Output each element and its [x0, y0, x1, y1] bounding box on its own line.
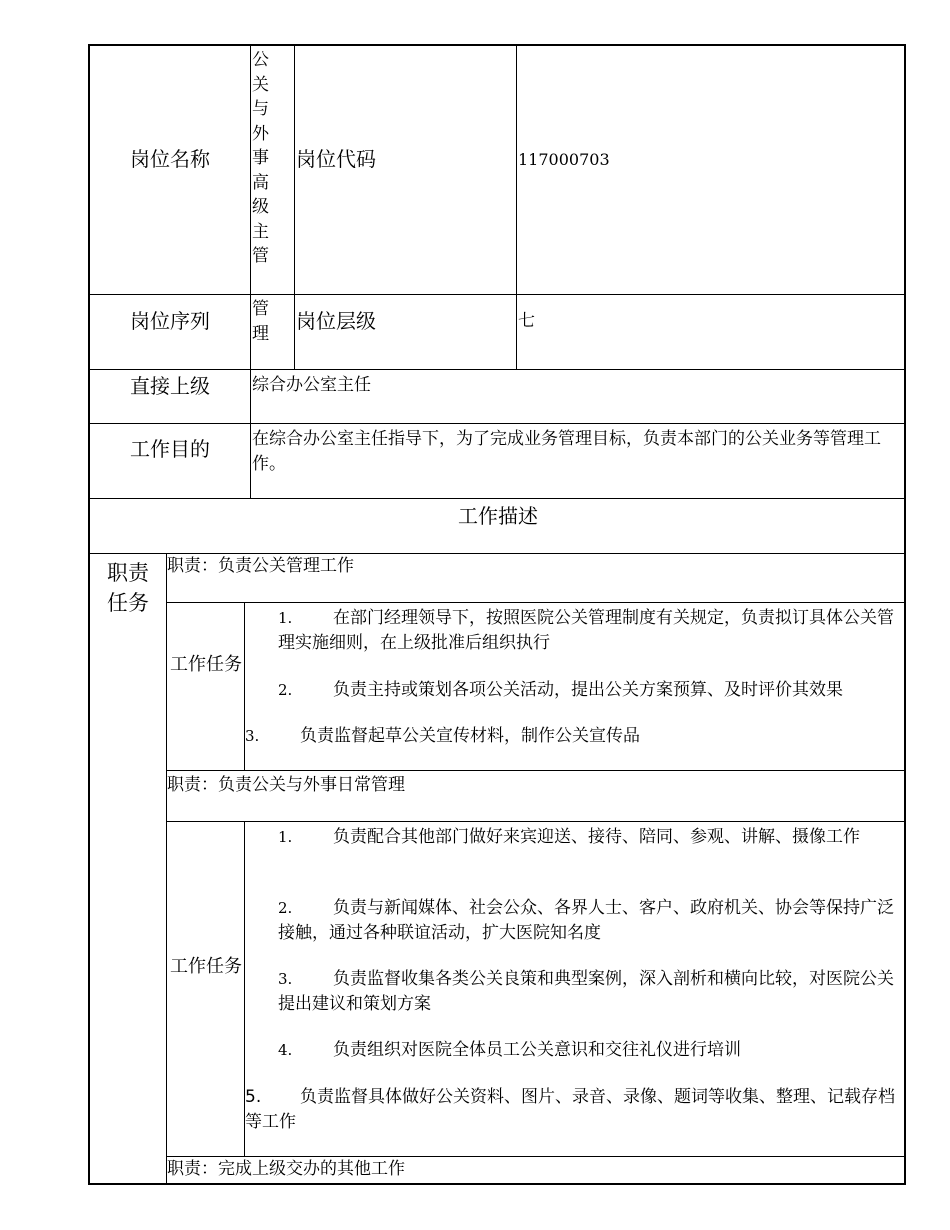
task-label: 工作任务 — [170, 956, 242, 977]
task-number: 3. — [278, 970, 293, 988]
task-item — [278, 1038, 896, 1063]
task-label: 工作任务 — [170, 654, 242, 675]
task-text: 负责监督收集各类公关良策和典型案例，深入剖析和横向比较，对医院公关提出建议和策划方案 — [278, 969, 894, 1014]
task-number: 5. — [245, 1087, 262, 1107]
task-text: 在部门经理领导下，按照医院公关管理制度有关规定，负责拟订具体公关管理实施细则，在上级批准后组织执行 — [278, 608, 894, 653]
description-title: 工作描述 — [458, 504, 538, 528]
col-divider — [166, 553, 167, 1185]
row-divider — [90, 294, 906, 295]
task-text: 负责主持或策划各项公关活动，提出公关方案预算、及时评价其效果 — [333, 680, 843, 700]
task-number: 2. — [278, 899, 293, 917]
task-item — [278, 678, 896, 703]
task-number: 4. — [278, 1041, 293, 1059]
task-text: 负责监督起草公关宣传材料，制作公关宣传品 — [300, 726, 640, 746]
col-divider — [250, 46, 251, 498]
purpose-value: 在综合办公室主任指导下，为了完成业务管理目标，负责本部门的公关业务等管理工作。 — [252, 429, 881, 474]
task-text: 负责监督具体做好公关资料、图片、录音、录像、题词等收集、整理、记载存档等工作 — [245, 1087, 895, 1132]
row-divider — [166, 821, 906, 822]
duty-title: 职责：负责公关管理工作 — [167, 556, 354, 576]
row-divider — [90, 553, 906, 554]
position-code-value: 117000703 — [518, 150, 610, 169]
row-divider — [166, 770, 906, 771]
position-name-label: 岗位名称 — [130, 147, 210, 171]
task-number: 3. — [245, 727, 260, 745]
row-divider — [90, 498, 906, 499]
col-divider — [516, 46, 517, 369]
position-name-value: 公关与外事高级主管 — [252, 50, 269, 266]
position-series-value: 管理 — [252, 299, 269, 344]
duties-label: 职责任务 — [107, 561, 149, 615]
task-text: 负责与新闻媒体、社会公众、各界人士、客户、政府机关、协会等保持广泛接触，通过各种联谊活动，扩大医院知名度 — [278, 898, 894, 943]
task-item — [245, 1085, 895, 1135]
task-text: 负责配合其他部门做好来宾迎送、接待、陪同、参观、讲解、摄像工作 — [333, 827, 860, 847]
position-code-label: 岗位代码 — [296, 147, 376, 171]
task-item — [245, 724, 895, 749]
task-number: 2. — [278, 681, 293, 699]
supervisor-value: 综合办公室主任 — [252, 375, 371, 395]
task-item — [278, 825, 896, 850]
supervisor-label: 直接上级 — [130, 374, 210, 398]
duty-title: 职责：负责公关与外事日常管理 — [167, 775, 405, 795]
position-level-value: 七 — [518, 311, 535, 331]
row-divider — [90, 369, 906, 370]
row-divider — [90, 423, 906, 424]
row-divider — [166, 1156, 906, 1157]
duty-title: 职责：完成上级交办的其他工作 — [167, 1159, 405, 1179]
task-item — [278, 606, 896, 656]
col-divider — [294, 46, 295, 369]
task-text: 负责组织对医院全体员工公关意识和交往礼仪进行培训 — [333, 1040, 741, 1060]
task-item — [278, 896, 896, 946]
job-description-form — [88, 44, 906, 1185]
purpose-label: 工作目的 — [130, 437, 210, 461]
task-item — [278, 967, 896, 1017]
row-divider — [166, 602, 906, 603]
task-number: 1. — [278, 609, 293, 627]
task-number: 1. — [278, 828, 293, 846]
position-level-label: 岗位层级 — [296, 309, 376, 333]
position-series-label: 岗位序列 — [130, 309, 210, 333]
